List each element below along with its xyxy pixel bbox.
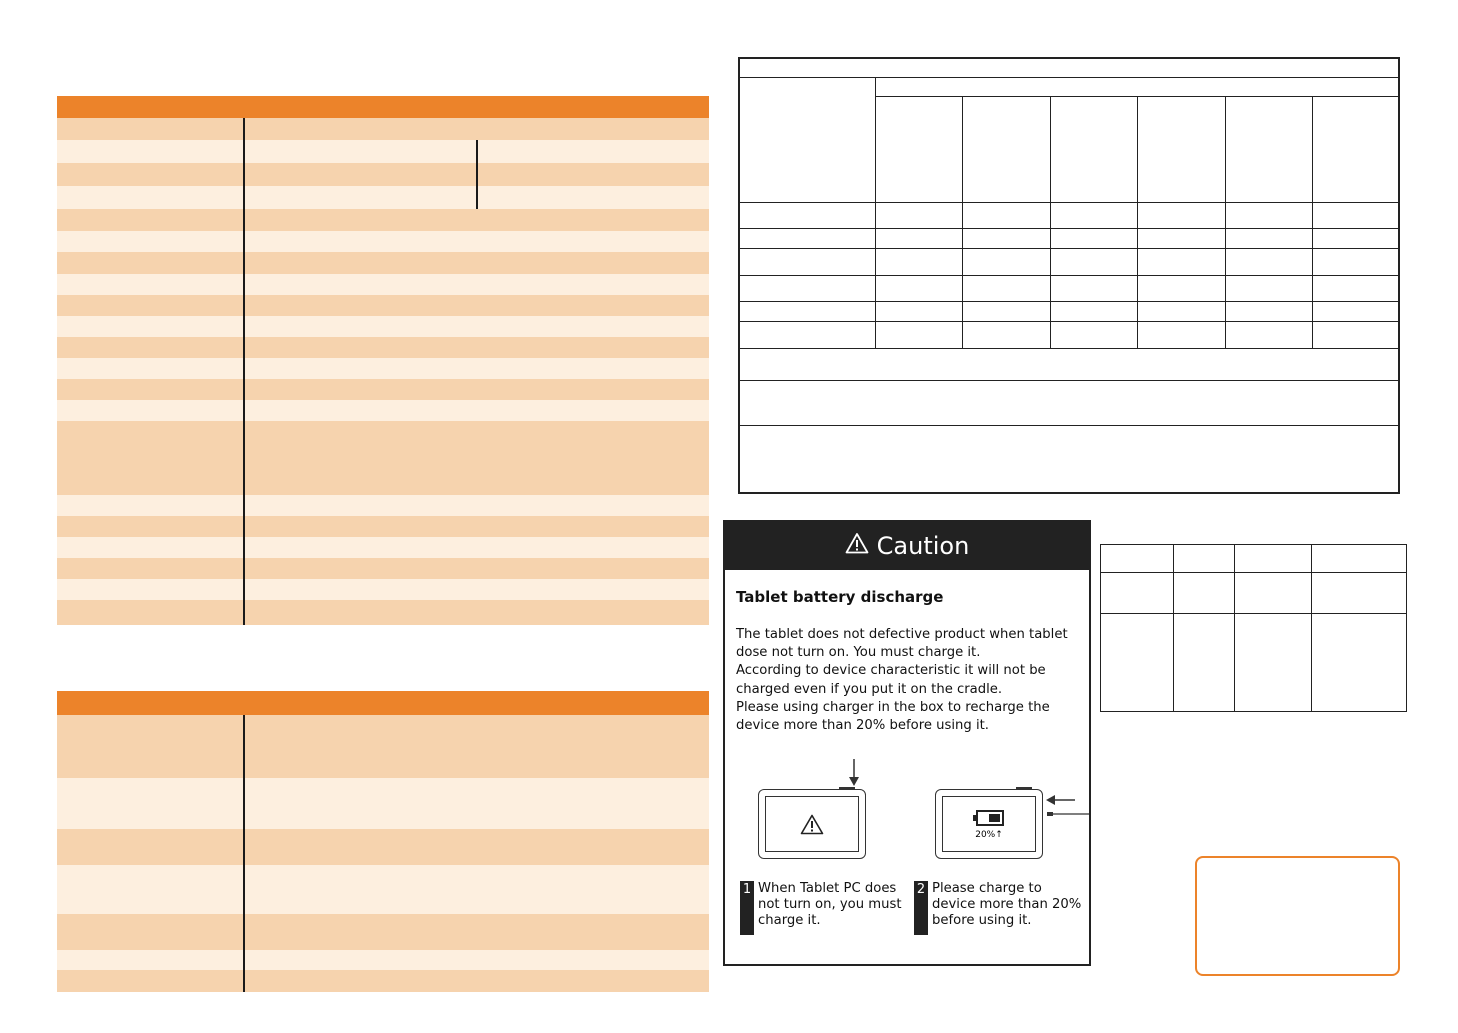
spec-table-1 <box>57 96 709 625</box>
table-row <box>57 829 709 865</box>
table-row <box>57 970 709 992</box>
table-row <box>57 316 709 337</box>
table-row <box>57 140 709 163</box>
tablet-illustration-charging <box>935 789 1043 859</box>
table-row <box>57 295 709 316</box>
table-row <box>57 537 709 558</box>
arrow-down-icon <box>848 759 860 787</box>
table-row <box>57 400 709 421</box>
small-info-table <box>1100 544 1407 712</box>
hazard-substance-table <box>738 57 1400 494</box>
caution-heading: Tablet battery discharge <box>736 588 944 606</box>
battery-percent-label: 20%↑ <box>975 830 1003 840</box>
table-row <box>57 865 709 914</box>
caution-banner <box>725 522 1089 570</box>
table-row <box>57 379 709 400</box>
table-row <box>57 950 709 970</box>
table-row <box>57 778 709 829</box>
table-row <box>57 715 709 778</box>
step-number: 2 <box>914 881 928 935</box>
spec-table-2-header <box>57 691 709 715</box>
table-row <box>57 558 709 579</box>
step-text: Please charge to device more than 20% before using it. <box>932 881 1082 928</box>
table-row <box>57 209 709 231</box>
table-row <box>57 186 709 209</box>
caution-body <box>736 626 1091 735</box>
table-row <box>57 231 709 252</box>
table-row <box>57 358 709 379</box>
caution-paragraph: Please using charger in the box to recharge the device more than 20% before using it. <box>736 699 1050 734</box>
table-row <box>57 579 709 600</box>
caution-title: Caution <box>876 532 970 560</box>
table-row <box>57 252 709 274</box>
table-row <box>57 516 709 537</box>
table-row <box>57 495 709 516</box>
table-row <box>57 274 709 295</box>
spec-table-1-header <box>57 96 709 118</box>
table-row <box>57 163 709 186</box>
warning-triangle-icon <box>845 532 869 560</box>
charger-cable-icon <box>1045 792 1091 824</box>
table-row <box>57 914 709 950</box>
spec-table-2 <box>57 691 709 992</box>
caution-paragraph: According to device characteristic it will not be charged even if you put it on the cradle. <box>736 663 1046 697</box>
warning-triangle-icon <box>800 814 824 835</box>
caution-panel <box>723 520 1091 966</box>
table-row <box>57 337 709 358</box>
step-number: 1 <box>740 881 754 935</box>
table-row <box>57 600 709 625</box>
tablet-illustration-warning <box>758 789 866 859</box>
battery-icon <box>972 808 1006 828</box>
orange-outline-box <box>1195 856 1400 976</box>
step-text: When Tablet PC does not turn on, you must charge it. <box>758 881 902 928</box>
table-row <box>57 118 709 140</box>
caution-paragraph: The tablet does not defective product when tablet dose not turn on. You must charge it. <box>736 627 1068 661</box>
table-row <box>57 421 709 495</box>
